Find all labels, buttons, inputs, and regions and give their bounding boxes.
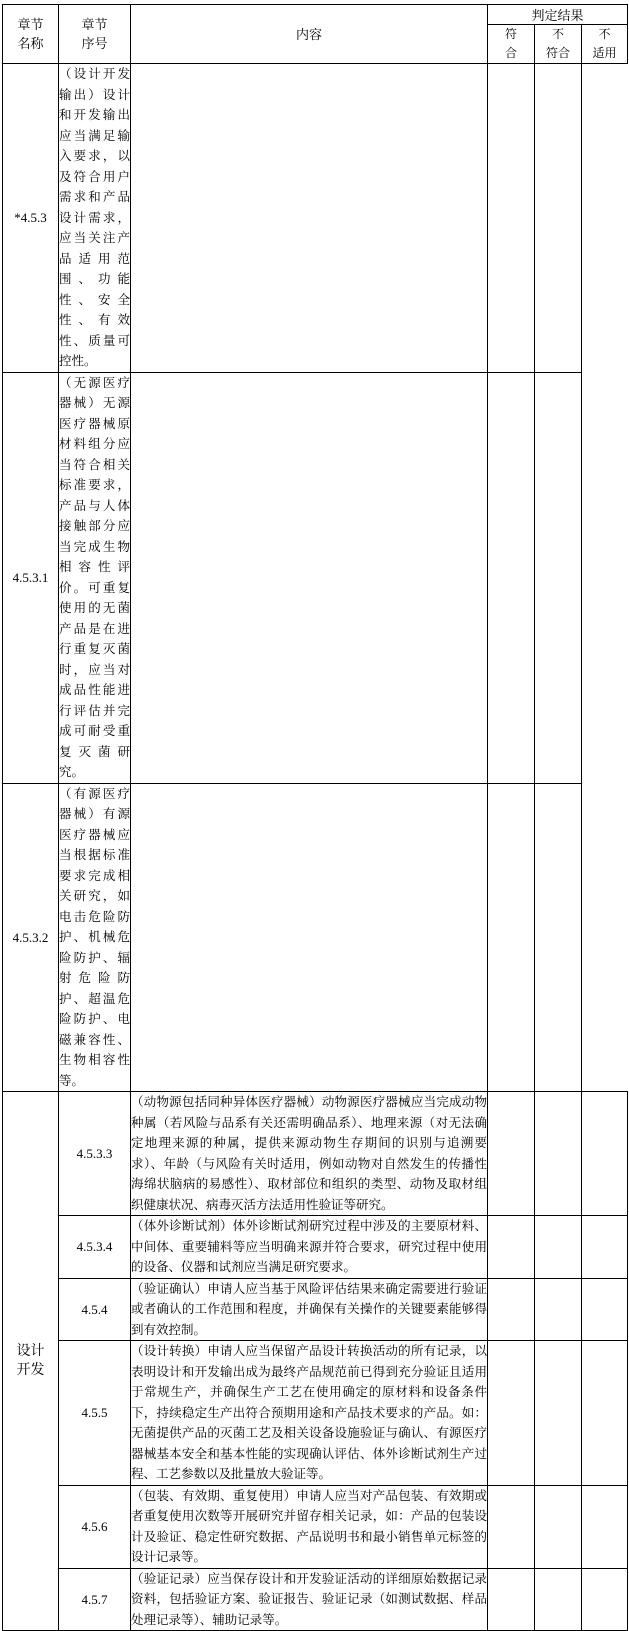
row-number: 4.5.4 — [59, 1278, 131, 1341]
row-judge-notapplicable[interactable] — [582, 1485, 628, 1568]
group-label-line1: 设计 — [16, 1344, 45, 1359]
header-judge-nonconform-line1: 不 — [551, 27, 564, 41]
header-judge-notapplicable — [582, 25, 628, 64]
row-content: （包装、有效期、重复使用）申请人应当对产品包装、有效期或者重复使用次数等开展研究并留存相关记录，如：产品的包装设计及验证、稳定性研究数据、产品说明书和最小销售单元标签的设计记录等。 — [131, 1485, 488, 1568]
row-judge-notapplicable[interactable] — [582, 1092, 628, 1216]
table-row — [3, 1278, 628, 1341]
header-chapter-name — [3, 5, 59, 64]
header-judge-conform-line2: 合 — [504, 46, 517, 60]
row-number: 4.5.6 — [59, 1485, 131, 1568]
row-judge-nonconform[interactable] — [535, 1568, 582, 1631]
row-judge-conform[interactable] — [488, 1568, 535, 1631]
row-judge-nonconform[interactable] — [535, 1485, 582, 1568]
table-header-row-1 — [3, 5, 628, 25]
row-number: 4.5.7 — [59, 1568, 131, 1631]
row-judge-conform[interactable] — [488, 1485, 535, 1568]
row-judge-nonconform[interactable] — [535, 1216, 582, 1279]
row-judge-conform[interactable] — [488, 1216, 535, 1279]
table-row — [3, 1216, 628, 1279]
row-content: （验证确认）申请人应当基于风险评估结果来确定需要进行验证或者确认的工作范围和程度，并确保有关操作的关键要素能够得到有效控制。 — [131, 1278, 488, 1341]
inspection-checklist-table — [2, 4, 628, 1631]
row-content: （验证记录）应当保存设计和开发验证活动的详细原始数据记录资料，包括验证方案、验证报告、验证记录（如测试数据、样品处理记录等）、辅助记录等。 — [131, 1568, 488, 1631]
row-content: （有源医疗器械）有源医疗器械应当根据标准要求完成相关研究，如电击危险防护、机械危险防护、辐射危险防护、超温危险防护、电磁兼容性、生物相容性等。 — [59, 783, 131, 1092]
row-judge-notapplicable[interactable] — [535, 64, 582, 373]
row-judge-conform[interactable] — [131, 372, 488, 783]
table-row — [3, 1485, 628, 1568]
header-judge-nonconform — [535, 25, 582, 64]
header-chapter-number — [59, 5, 131, 64]
row-number: 4.5.3.1 — [3, 372, 59, 783]
row-number: *4.5.3 — [3, 64, 59, 373]
row-number: 4.5.3.2 — [3, 783, 59, 1092]
row-judge-notapplicable[interactable] — [582, 1216, 628, 1279]
row-judge-conform[interactable] — [131, 64, 488, 373]
row-judge-nonconform[interactable] — [488, 64, 535, 373]
row-content: （体外诊断试剂）体外诊断试剂研究过程中涉及的主要原材料、中间体、重要辅料等应当明确来源并符合要求，研究过程中使用的设备、仪器和试剂应当满足研究要求。 — [131, 1216, 488, 1279]
row-judge-conform[interactable] — [488, 1278, 535, 1341]
header-judgement-result: 判定结果 — [488, 5, 628, 25]
row-content: （设计开发输出）设计和开发输出应当满足输入要求，以及符合用户需求和产品设计需求，应当关注产品适用范围、功能性、安全性、有效性、质量可控性。 — [59, 64, 131, 373]
header-chapter-name-line2: 名称 — [17, 36, 44, 51]
table-row — [3, 1341, 628, 1486]
row-number: 4.5.3.3 — [59, 1092, 131, 1216]
header-chapter-number-line2: 序号 — [81, 36, 108, 51]
header-chapter-number-line1: 章节 — [81, 17, 108, 32]
header-chapter-name-line1: 章节 — [17, 17, 44, 32]
row-judge-nonconform[interactable] — [535, 1278, 582, 1341]
header-judge-conform-line1: 符 — [504, 27, 517, 41]
row-judge-nonconform[interactable] — [488, 372, 535, 783]
group-label-design-development — [3, 1092, 59, 1631]
header-judge-conform — [488, 25, 535, 64]
row-judge-nonconform[interactable] — [488, 783, 535, 1092]
header-content: 内容 — [131, 5, 488, 64]
row-number: 4.5.3.4 — [59, 1216, 131, 1279]
row-judge-notapplicable[interactable] — [582, 1568, 628, 1631]
row-content: （无源医疗器械）无源医疗器械原材料组分应当符合相关标准要求，产品与人体接触部分应当完成生物相容性评价。可重复使用的无菌产品是在进行重复灭菌时，应当对成品性能进行评估并完成可耐受重复灭菌研究。 — [59, 372, 131, 783]
table-row — [3, 1568, 628, 1631]
row-judge-notapplicable[interactable] — [582, 1278, 628, 1341]
table-row — [3, 783, 628, 1092]
table-row — [3, 372, 628, 783]
header-judge-notapplicable-line2: 适用 — [592, 46, 617, 60]
row-judge-notapplicable[interactable] — [582, 1341, 628, 1486]
row-judge-conform[interactable] — [488, 1092, 535, 1216]
row-number: 4.5.5 — [59, 1341, 131, 1486]
row-judge-nonconform[interactable] — [535, 1341, 582, 1486]
row-judge-nonconform[interactable] — [535, 1092, 582, 1216]
row-judge-notapplicable[interactable] — [535, 783, 582, 1092]
table-row — [3, 1092, 628, 1216]
header-judge-nonconform-line2: 符合 — [545, 46, 570, 60]
row-judge-conform[interactable] — [131, 783, 488, 1092]
group-label-line2: 开发 — [16, 1363, 45, 1378]
table-row — [3, 64, 628, 373]
row-content: （动物源包括同种异体医疗器械）动物源医疗器械应当完成动物种属（若风险与品系有关还需明确品系）、地理来源（对无法确定地理来源的种属，提供来源动物生存期间的识别与追溯要求）、年龄（与风险有关时适用，例如动物对自然发生的传播性海绵状脑病的易感性）、取材部位和组织的类型、动物及取材组织健康状况、病毒灭活方法适用性验证等研究。 — [131, 1092, 488, 1216]
row-judge-conform[interactable] — [488, 1341, 535, 1486]
row-judge-notapplicable[interactable] — [535, 372, 582, 783]
row-content: （设计转换）申请人应当保留产品设计转换活动的所有记录，以表明设计和开发输出成为最终产品规范前已得到充分验证且适用于常规生产，并确保生产工艺在使用确定的原材料和设备条件下，持续稳定生产出符合预期用途和产品技术要求的产品。如：无菌提供产品的灭菌工艺及相关设备设施验证与确认、有源医疗器械基本安全和基本性能的实现确认评估、体外诊断试剂生产过程、工艺参数以及批量放大验证等。 — [131, 1341, 488, 1486]
header-judge-notapplicable-line1: 不 — [598, 27, 611, 41]
